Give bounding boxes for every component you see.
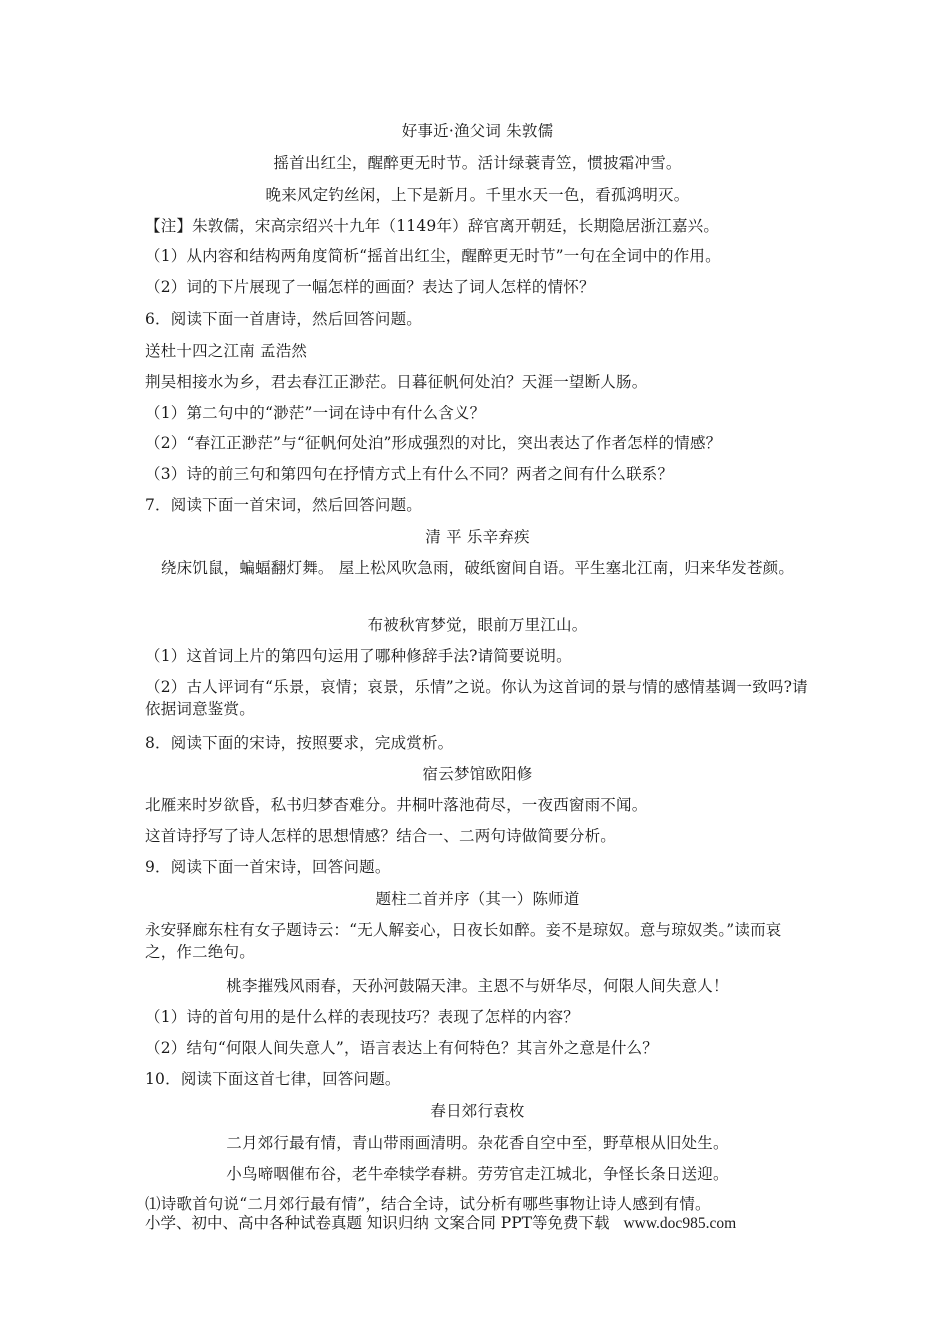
poem-line: 布被秋宵梦觉，眼前万里江山。	[367, 616, 588, 634]
question-heading: 9．阅读下面一首宋诗，回答问题。	[145, 858, 391, 876]
question-item: （2）古人评词有“乐景，哀情；哀景，乐情”之说。你认为这首词的景与情的感情基调一致吗?请依据词意鉴赏。	[145, 678, 808, 718]
poem-title: 好事近·渔父词 朱敦儒	[401, 122, 554, 140]
footer-link[interactable]: www.doc985.com	[623, 1215, 737, 1232]
question-heading: 7．阅读下面一首宋词，然后回答问题。	[145, 496, 422, 514]
poem-line: 绕床饥鼠，蝙蝠翻灯舞。 屋上松风吹急雨，破纸窗间自语。平生塞北江南，归来华发苍颜。	[160, 559, 795, 577]
poem-title: 送杜十四之江南 孟浩然	[145, 342, 308, 360]
poem-line: 小鸟啼咽催布谷，老牛牵犊学春耕。劳劳官走江城北，争怪长条日送迎。	[226, 1165, 729, 1183]
poem-line: 晚来风定钓丝闲，上下是新月。千里水天一色，看孤鸿明灭。	[265, 186, 690, 204]
poem-line: 二月郊行最有情，青山带雨画清明。杂花香自空中至，野草根从旧处生。	[226, 1134, 729, 1152]
poem-text: 荆吴相接水为乡，君去春江正渺茫。日暮征帆何处泊？天涯一望断人肠。	[145, 373, 648, 391]
poem-title: 宿云梦馆欧阳修	[422, 765, 533, 783]
poem-text: 桃李摧残风雨春，天孙河鼓隔天津。主恩不与妍华尽，何限人间失意人！	[226, 977, 729, 995]
question-heading: 10．阅读下面这首七律，回答问题。	[145, 1070, 401, 1088]
footer-text: 小学、初中、高中各种试卷真题 知识归纳 文案合同 PPT等免费下载	[145, 1214, 610, 1232]
poem-line: 摇首出红尘，醒醉更无时节。活计绿蓑青笠，惯披霜冲雪。	[273, 154, 682, 172]
poem-text: 北雁来时岁欲昏，私书归梦杳难分。井桐叶落池荷尽，一夜西窗雨不闻。	[145, 796, 648, 814]
page-footer	[145, 1212, 810, 1235]
question-heading: 8．阅读下面的宋诗，按照要求，完成赏析。	[145, 734, 454, 752]
poem-title: 清 平 乐辛弃疾	[425, 528, 530, 546]
question-item: （3）诗的前三句和第四句在抒情方式上有什么不同？两者之间有什么联系？	[145, 465, 674, 483]
question-item: （1）这首词上片的第四句运用了哪种修辞手法?请简要说明。	[145, 647, 572, 665]
question-item: （2）词的下片展现了一幅怎样的画面？表达了词人怎样的情怀？	[145, 278, 595, 296]
question-item: ⑴诗歌首句说“二月郊行最有情”，结合全诗，试分析有哪些事物让诗人感到有情。	[145, 1195, 711, 1213]
poem-title: 春日郊行袁枚	[430, 1102, 525, 1120]
question-item: （1）第二句中的“渺茫”一词在诗中有什么含义？	[145, 404, 486, 422]
question-item: （2）“春江正渺茫”与“征帆何处泊”形成强烈的对比，突出表达了作者怎样的情感？	[145, 434, 722, 452]
poem-title: 题柱二首并序（其一）陈师道	[375, 890, 580, 908]
question-item: （1）诗的首句用的是什么样的表现技巧？表现了怎样的内容？	[145, 1008, 579, 1026]
question-item: （2）结句“何限人间失意人”，语言表达上有何特色？其言外之意是什么？	[145, 1039, 659, 1057]
poem-preface: 永安驿廊东柱有女子题诗云：“无人解妾心，日夜长如醉。妾不是琼奴。意与琼奴类。”读而哀之，作二绝句。	[145, 921, 782, 961]
question-heading: 6．阅读下面一首唐诗，然后回答问题。	[145, 310, 422, 328]
question-item: 这首诗抒写了诗人怎样的思想情感？结合一、二两句诗做简要分析。	[145, 827, 617, 845]
annotation-note: 【注】朱敦儒，宋高宗绍兴十九年（1149年）辞官离开朝廷，长期隐居浙江嘉兴。	[145, 217, 720, 235]
question-item: （1）从内容和结构两角度简析“摇首出红尘，醒醉更无时节”一句在全词中的作用。	[145, 247, 721, 265]
